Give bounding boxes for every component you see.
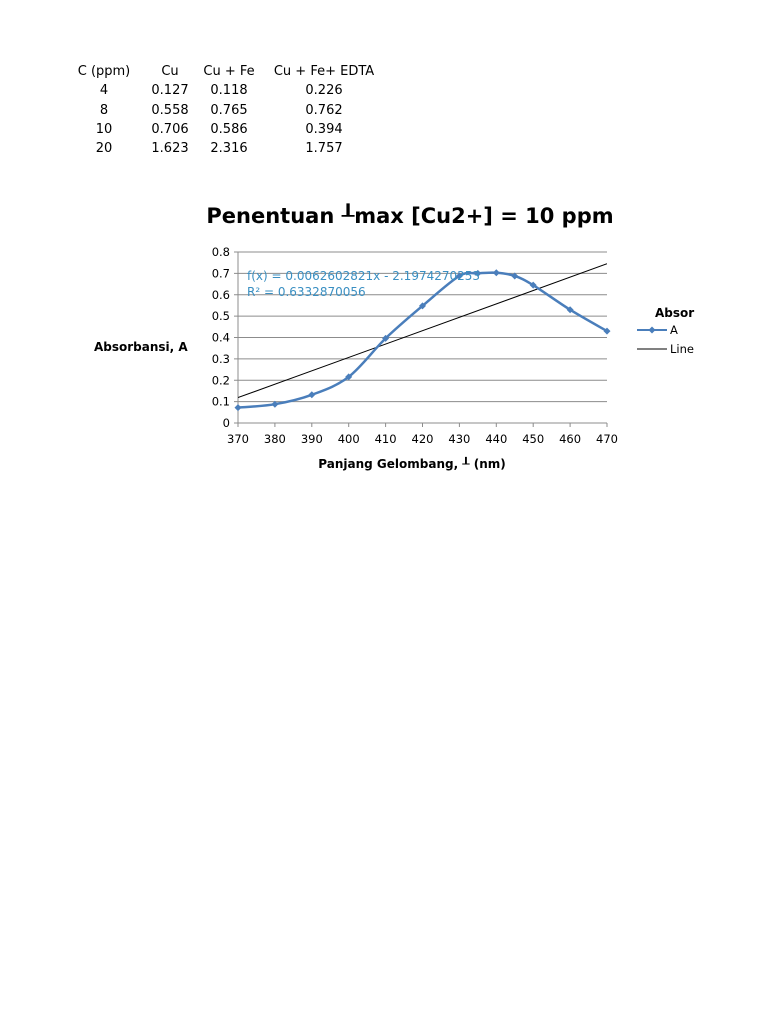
y-tick-label: 0	[222, 416, 230, 430]
x-tick-label: 390	[300, 432, 323, 446]
y-tick-labels	[212, 245, 230, 430]
x-tick-label: 420	[411, 432, 434, 446]
x-tick-label: 470	[596, 432, 618, 446]
table-cell: 0.706	[151, 121, 189, 137]
trendline-group	[238, 264, 607, 398]
table-cell: 1.623	[151, 141, 189, 157]
y-tick-label: 0.3	[211, 351, 230, 366]
legend	[637, 306, 694, 356]
y-tick-label: 0.5	[211, 309, 230, 324]
chart-title: Penentuan ┸max [Cu2+] = 10 ppm	[206, 204, 614, 228]
table-header-cell: Cu	[161, 64, 179, 79]
table-cell: 8	[99, 102, 109, 118]
table-header-cell: Cu + Fe	[203, 64, 255, 79]
x-tick-label: 430	[448, 432, 471, 446]
x-tick-labels	[227, 432, 618, 446]
x-tick-label: 460	[559, 432, 582, 446]
table-cell: 1.757	[305, 141, 343, 157]
y-tick-label: 0.6	[211, 287, 230, 302]
table-cell: 0.394	[305, 121, 343, 137]
data-point	[493, 269, 500, 276]
table-cell: 0.762	[305, 102, 343, 118]
y-tick-label: 0.4	[211, 330, 230, 345]
legend-marker-a	[649, 327, 656, 334]
table-cell: 4	[99, 83, 109, 99]
data-point	[235, 404, 242, 411]
x-tick-label: 450	[522, 432, 545, 446]
table-cell: 0.765	[210, 102, 248, 118]
y-tick-label: 0.1	[211, 394, 230, 409]
x-tick-label: 400	[337, 432, 360, 446]
y-tick-label: 0.8	[211, 245, 230, 259]
y-axis-label: Absorbansi, A	[94, 340, 188, 354]
table-cell: 0.127	[151, 83, 189, 99]
y-tick-label: 0.7	[211, 266, 230, 281]
table-header-cell: C (ppm)	[77, 64, 131, 79]
x-tick-label: 370	[227, 432, 249, 446]
table-cell: 2.316	[210, 141, 248, 157]
table-header-cell: Cu + Fe+ EDTA	[273, 64, 375, 79]
legend-label-a: A	[670, 323, 678, 337]
trendline	[238, 264, 607, 398]
x-tick-label: 440	[485, 432, 508, 446]
legend-label-line: Line	[670, 342, 694, 356]
table-cell: 0.226	[305, 83, 343, 99]
data-point	[308, 391, 315, 398]
x-tick-label: 380	[263, 432, 286, 446]
trendline-r-squared: R² = 0.6332870056	[247, 285, 366, 299]
x-axis-label: Panjang Gelombang, ┸ (nm)	[318, 457, 506, 471]
trendline-equation: f(x) = 0.0062602821x - 2.1974270253	[247, 269, 481, 283]
legend-title: Absor	[655, 306, 695, 320]
table-cell: 0.118	[210, 83, 248, 99]
table-cell: 10	[95, 121, 113, 137]
x-tick-label: 410	[374, 432, 397, 446]
table-cell: 0.558	[151, 102, 189, 118]
y-tick-label: 0.2	[211, 373, 230, 388]
table-cell: 20	[95, 141, 113, 157]
table-cell: 0.586	[210, 121, 248, 137]
